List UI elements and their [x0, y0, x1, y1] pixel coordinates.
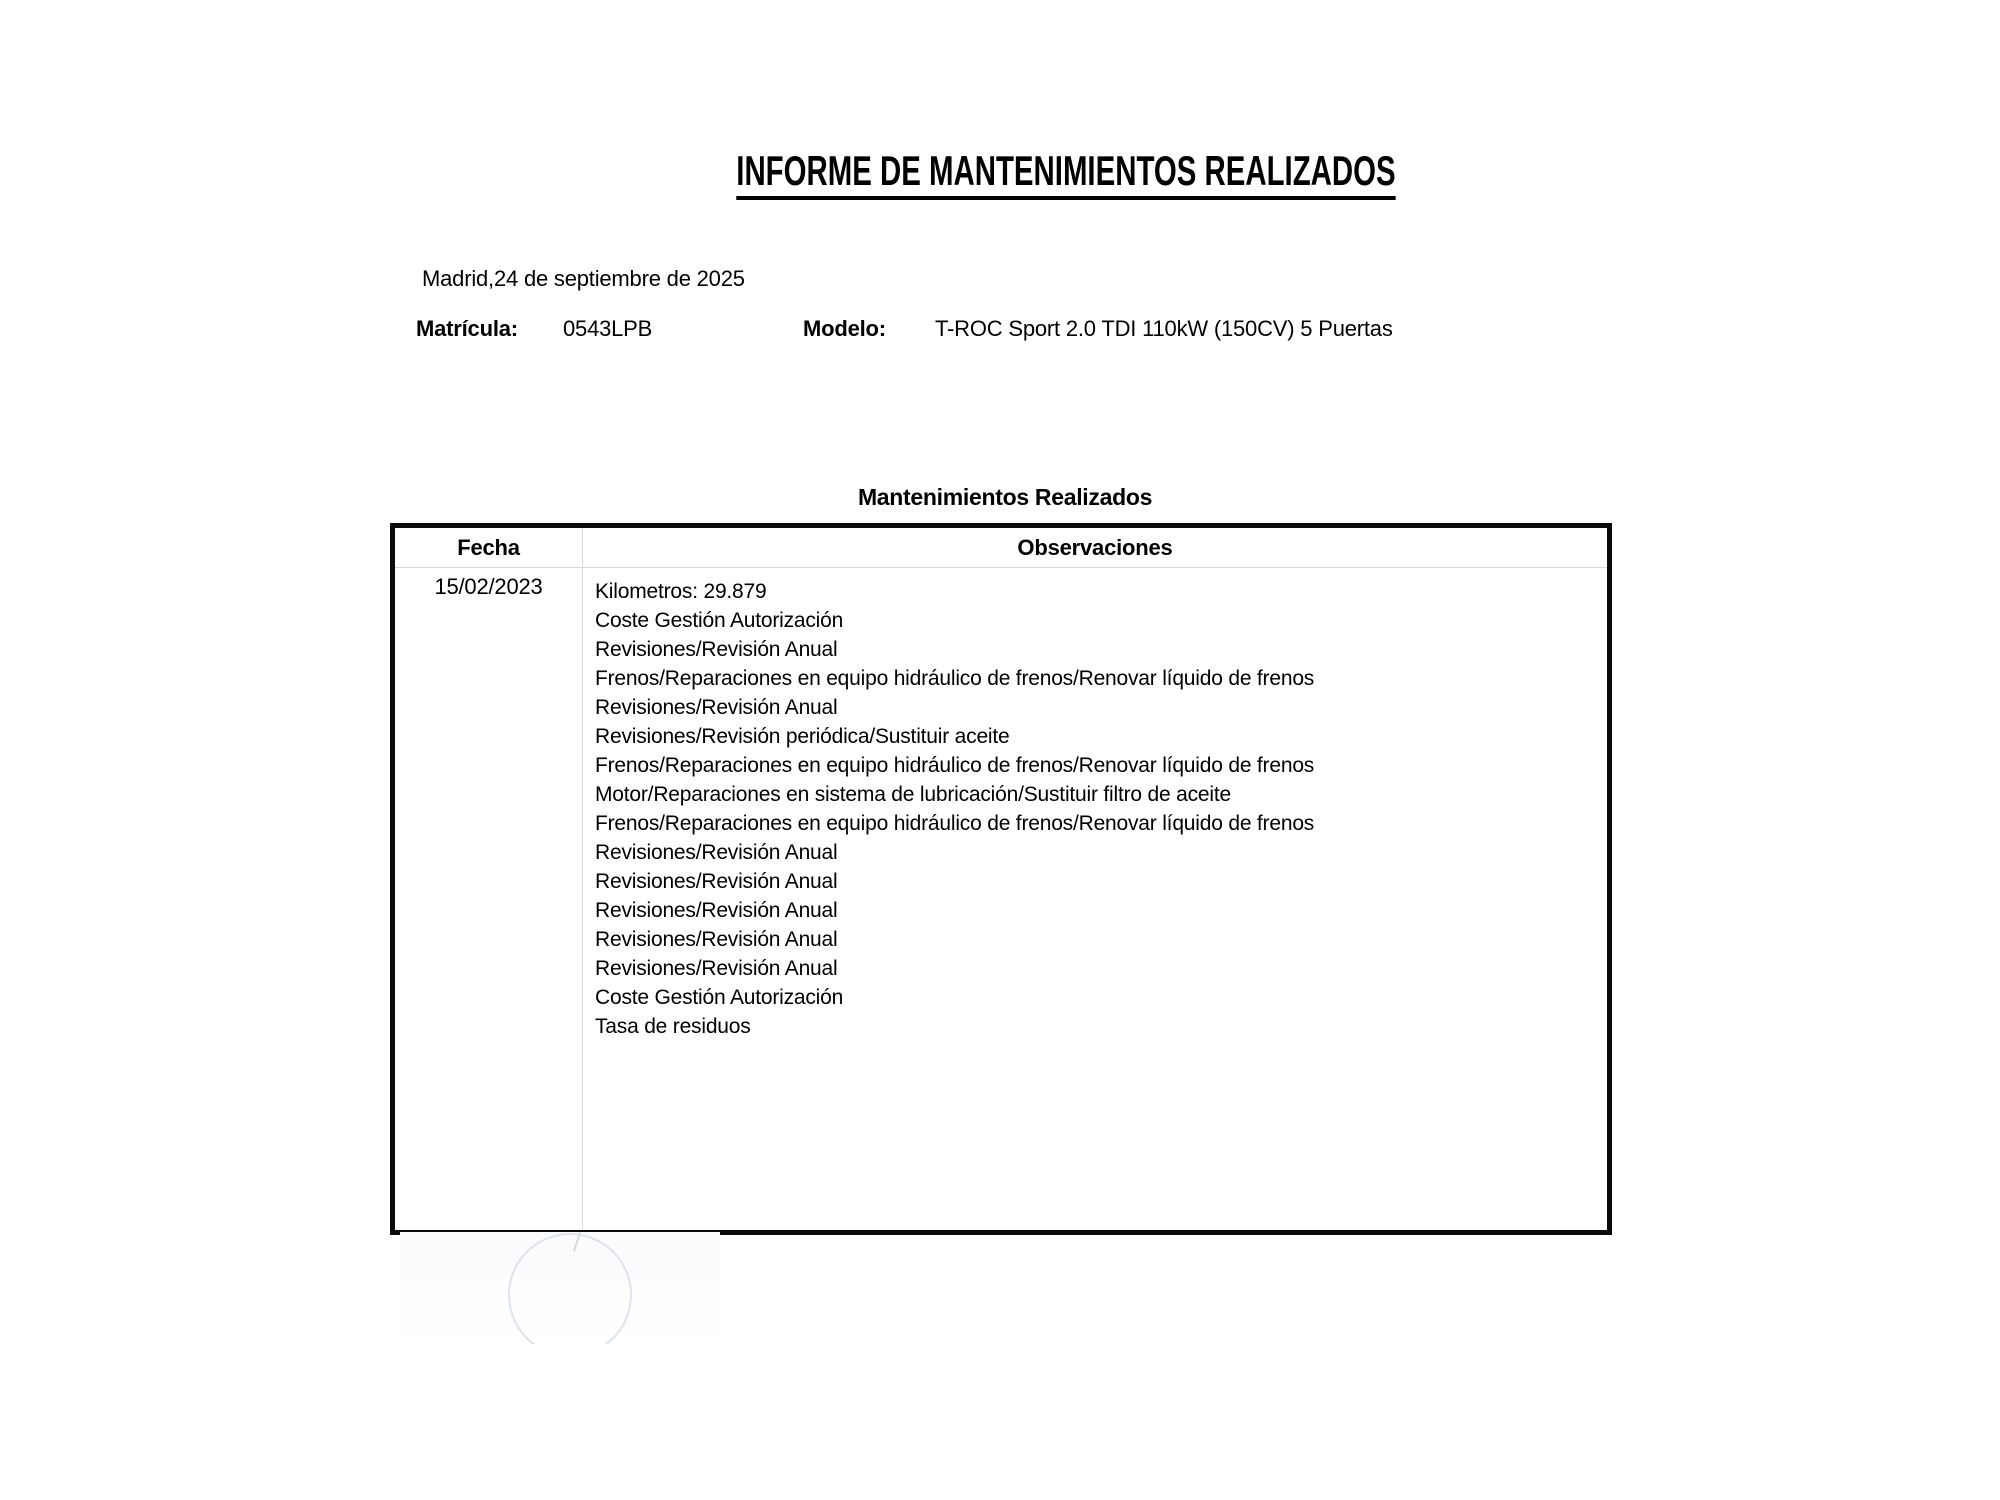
column-header-fecha: Fecha — [457, 534, 520, 560]
observation-line: Revisiones/Revisión Anual — [595, 638, 838, 661]
observation-line: Tasa de residuos — [595, 1015, 751, 1038]
column-header-observaciones: Observaciones — [582, 528, 1607, 567]
fecha-cell: 15/02/2023 — [434, 574, 543, 599]
observation-line: Coste Gestión Autorización — [595, 609, 844, 632]
logo-watermark — [400, 1232, 720, 1344]
observation-line: Revisiones/Revisión Anual — [595, 696, 838, 719]
observaciones-cell — [582, 568, 1607, 1230]
modelo-value: T-ROC Sport 2.0 TDI 110kW (150CV) 5 Puertas — [935, 316, 1393, 341]
date-line: Madrid,24 de septiembre de 2025 — [422, 266, 745, 291]
observation-line: Coste Gestión Autorización — [595, 986, 844, 1009]
circle-watermark-icon — [508, 1233, 632, 1344]
maintenance-table — [390, 523, 1612, 1235]
observation-line: Frenos/Reparaciones en equipo hidráulico de frenos/Renovar líquido de frenos — [595, 812, 1315, 835]
observation-line: Revisiones/Revisión Anual — [595, 841, 838, 864]
table-row — [395, 568, 1607, 1230]
observation-line: Motor/Reparaciones en sistema de lubricación/Sustituir filtro de aceite — [595, 783, 1231, 806]
observation-line: Revisiones/Revisión Anual — [595, 899, 838, 922]
observation-line: Revisiones/Revisión Anual — [595, 870, 838, 893]
observation-line: Kilometros: 29.879 — [595, 580, 767, 603]
observation-line: Revisiones/Revisión Anual — [595, 957, 838, 980]
table-header-row — [395, 528, 1607, 568]
modelo-label: Modelo: — [803, 316, 886, 341]
observation-line: Frenos/Reparaciones en equipo hidráulico de frenos/Renovar líquido de frenos — [595, 754, 1315, 777]
matricula-value: 0543LPB — [563, 316, 653, 341]
observation-line: Revisiones/Revisión periódica/Sustituir aceite — [595, 725, 1010, 748]
document-title: INFORME DE MANTENIMIENTOS REALIZADOS — [736, 150, 1395, 200]
observation-line: Revisiones/Revisión Anual — [595, 928, 838, 951]
matricula-label: Matrícula: — [416, 316, 518, 341]
section-heading: Mantenimientos Realizados — [857, 484, 1153, 510]
observation-line: Frenos/Reparaciones en equipo hidráulico de frenos/Renovar líquido de frenos — [595, 667, 1315, 690]
document-title-wrap — [0, 147, 2000, 200]
